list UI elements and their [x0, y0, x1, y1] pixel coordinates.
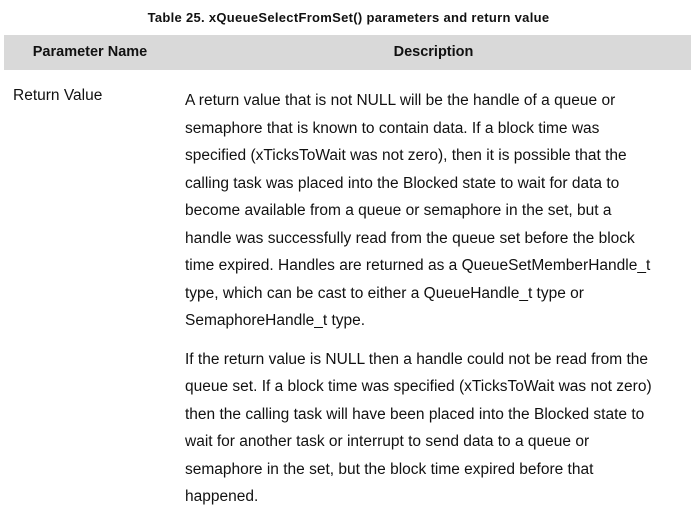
description-line: type, which can be cast to either a QueueHandle_t type or [185, 284, 584, 302]
description-paragraph [185, 87, 691, 335]
description-line: A return value that is not NULL will be the handle of a queue or [185, 92, 616, 109]
description-line: If the return value is NULL then a handle could not be read from the [185, 350, 648, 368]
description-line: calling task was placed into the Blocked state to wait for data to [185, 174, 620, 192]
description-line: then the calling task will have been placed into the Blocked state to [185, 405, 645, 423]
description-line: happened. [185, 488, 259, 505]
description-line: queue set. If a block time was specified (xTicksToWait was not zero) [185, 378, 652, 395]
parameter-name-cell: Return Value [13, 87, 103, 104]
description-line: handle was successfully read from the queue set before the block [185, 229, 635, 247]
paragraph-gap [185, 335, 691, 346]
description-line: become available from a queue or semaphore in the set, but a [185, 202, 612, 219]
description-line: semaphore that is known to contain data. If a block time was [185, 119, 600, 137]
header-description: Description [393, 44, 474, 60]
description-line: wait for another task or interrupt to send data to a queue or [185, 433, 590, 450]
description-line: time expired. Handles are returned as a QueueSetMemberHandle_t [185, 257, 651, 274]
description-line: specified (xTicksToWait was not zero), then it is possible that the [185, 147, 627, 164]
header-parameter-name: Parameter Name [32, 44, 148, 60]
description-paragraph [185, 346, 691, 511]
parameters-table [4, 35, 691, 505]
description-line: SemaphoreHandle_t type. [185, 312, 366, 329]
description-line: semaphore in the set, but the block time expired before that [185, 460, 594, 478]
table-header-row [4, 35, 691, 70]
table-caption: Table 25. xQueueSelectFromSet() parameters and return value [147, 10, 550, 25]
description-cell [185, 87, 691, 511]
